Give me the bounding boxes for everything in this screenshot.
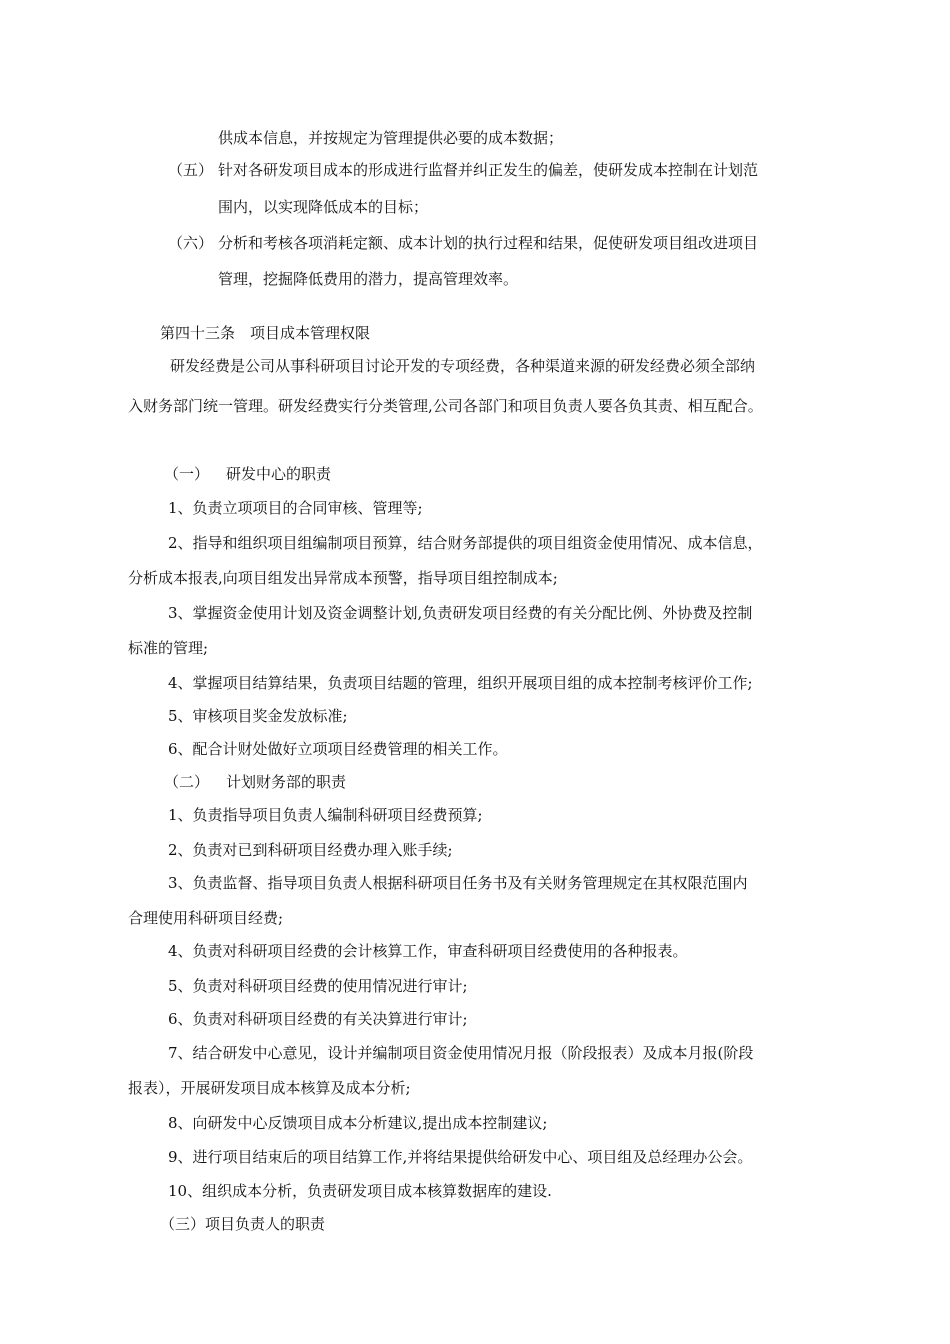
section2-item: 10、组织成本分析，负责研发项目成本核算数据库的建设. <box>168 1182 552 1200</box>
list-marker-5: （五） <box>168 161 214 179</box>
article-heading: 第四十三条 项目成本管理权限 <box>160 324 371 342</box>
article-intro-line2: 入财务部门统一管理。研发经费实行分类管理,公司各部门和项目负责人要各负其责、相互配合。 <box>128 397 763 415</box>
section1-title: 研发中心的职责 <box>226 465 332 483</box>
section2-item: 1、负责指导项目负责人编制科研项目经费预算; <box>168 806 483 824</box>
section1-marker: （一） <box>164 465 210 483</box>
section2-marker: （二） <box>164 773 210 791</box>
section2-item-cont: 合理使用科研项目经费; <box>128 909 284 927</box>
article-intro-line1: 研发经费是公司从事科研项目讨论开发的专项经费，各种渠道来源的研发经费必须全部纳 <box>170 357 756 375</box>
section2-title: 计划财务部的职责 <box>226 773 347 791</box>
list-continuation-line: 供成本信息，并按规定为管理提供必要的成本数据； <box>218 129 564 147</box>
section1-item-cont: 分析成本报表,向项目组发出异常成本预警，指导项目组控制成本; <box>128 569 558 587</box>
list-item-5-line2: 围内，以实现降低成本的目标； <box>218 198 429 216</box>
section2-item: 3、负责监督、指导项目负责人根据科研项目任务书及有关财务管理规定在其权限范围内 <box>168 874 748 892</box>
section1-item: 1、负责立项项目的合同审核、管理等; <box>168 499 423 517</box>
section2-item: 5、负责对科研项目经费的使用情况进行审计; <box>168 977 468 995</box>
section1-item: 4、掌握项目结算结果，负责项目结题的管理，组织开展项目组的成本控制考核评价工作; <box>168 674 753 692</box>
section1-item: 3、掌握资金使用计划及资金调整计划,负责研发项目经费的有关分配比例、外协费及控制 <box>168 604 753 622</box>
section1-item: 2、指导和组织项目组编制项目预算，结合财务部提供的项目组资金使用情况、成本信息， <box>168 534 763 552</box>
section2-item: 2、负责对已到科研项目经费办理入账手续; <box>168 841 453 859</box>
section1-item-cont: 标准的管理; <box>128 639 209 657</box>
list-item-6-line1: 分析和考核各项消耗定额、成本计划的执行过程和结果，促使研发项目组改进项目 <box>218 234 759 252</box>
section2-item: 6、负责对科研项目经费的有关决算进行审计; <box>168 1010 468 1028</box>
section2-item: 4、负责对科研项目经费的会计核算工作，审查科研项目经费使用的各种报表。 <box>168 942 688 960</box>
section2-item: 7、结合研发中心意见，设计并编制项目资金使用情况月报（阶段报表）及成本月报(阶段 <box>168 1044 754 1062</box>
list-item-5-line1: 针对各研发项目成本的形成进行监督并纠正发生的偏差，使研发成本控制在计划范 <box>218 161 759 179</box>
section2-item: 8、向研发中心反馈项目成本分析建议,提出成本控制建议; <box>168 1114 548 1132</box>
section2-item: 9、进行项目结束后的项目结算工作,并将结果提供给研发中心、项目组及总经理办公会。 <box>168 1148 753 1166</box>
list-marker-6: （六） <box>168 234 214 252</box>
section3-title: （三）项目负责人的职责 <box>160 1215 326 1233</box>
section1-item: 6、配合计财处做好立项项目经费管理的相关工作。 <box>168 740 508 758</box>
list-item-6-line2: 管理，挖掘降低费用的潜力，提高管理效率。 <box>218 270 519 288</box>
section2-item-cont: 报表），开展研发项目成本核算及成本分析; <box>128 1079 411 1097</box>
section1-item: 5、审核项目奖金发放标准; <box>168 707 348 725</box>
